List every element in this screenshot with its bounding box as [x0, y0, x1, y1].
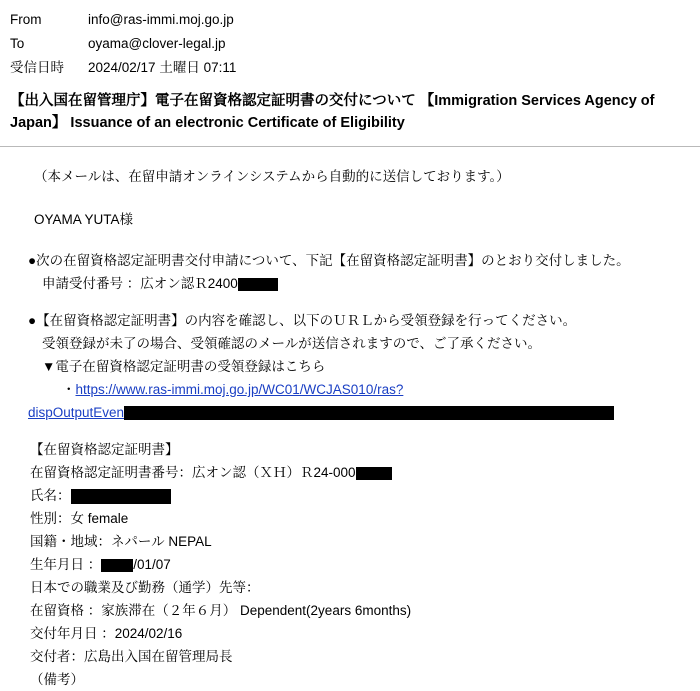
- email-header: [0, 0, 700, 80]
- received-value: 2024/02/17 土曜日 07:11: [88, 60, 237, 75]
- bullet-block-2: [10, 309, 690, 424]
- from-label: From: [10, 12, 42, 27]
- registration-url-line: ・https://www.ras-immi.moj.go.jp/WC01/WCJAS010/ras?: [62, 382, 404, 397]
- email-subject: 【出入国在留管理庁】電子在留資格認定証明書の交付について 【Immigration Services Agency of Japan】 Issuance of an electronic Certificate of Eligibility: [10, 93, 655, 131]
- to-value: oyama@clover-legal.jp: [88, 36, 226, 51]
- header-field-received: [0, 56, 700, 80]
- certificate-birthdate-row: [30, 553, 690, 576]
- bullet-1-text: ●次の在留資格認定証明書交付申請について、下記【在留資格認定証明書】のとおり交付しました。: [28, 253, 630, 268]
- bullet-block-1: [10, 249, 690, 295]
- redaction-birthdate: [101, 559, 133, 572]
- bullet-2-line-2: 受領登録が未了の場合、受領確認のメールが送信されますので、ご了承ください。: [42, 336, 541, 351]
- header-field-to: [0, 32, 700, 56]
- certificate-gender-row: 性別：女 female: [30, 511, 129, 526]
- registration-url-line-2: [28, 401, 690, 424]
- auto-send-note: （本メールは、在留申請オンラインシステムから自動的に送信しております。）: [34, 169, 510, 184]
- certificate-number-label: 在留資格認定証明書番号：広オン認（ＸＨ）Ｒ24-000: [30, 465, 356, 480]
- received-label: 受信日時: [10, 60, 64, 75]
- certificate-number-row: [30, 461, 690, 484]
- bullet-2-text: ●【在留資格認定証明書】の内容を確認し、以下のＵＲＬから受領登録を行ってください。: [28, 313, 577, 328]
- certificate-title: 【在留資格認定証明書】: [30, 442, 179, 457]
- birthdate-label: 生年月日 ：: [30, 557, 102, 572]
- certificate-issuer-row: 交付者：広島出入国在留管理局長: [30, 649, 233, 664]
- certificate-nationality-row: 国籍・地域：ネパール NEPAL: [30, 534, 212, 549]
- recipient-salutation: OYAMA YUTA様: [34, 212, 134, 227]
- header-field-from: [0, 8, 700, 32]
- certificate-issue-date-row: 交付年月日 ：2024/02/16: [30, 626, 183, 641]
- certificate-status-row: 在留資格 ：家族滞在（２年６月） Dependent(2years 6months): [30, 603, 412, 618]
- from-value: info@ras-immi.moj.go.jp: [88, 12, 234, 27]
- redaction-application-number: [238, 278, 278, 291]
- redaction-name: [71, 489, 171, 504]
- bullet-2-line-3: ▼電子在留資格認定証明書の受領登録はこちら: [42, 359, 326, 374]
- birthdate-suffix: /01/07: [133, 557, 171, 572]
- email-body: [0, 147, 700, 691]
- registration-url-link[interactable]: https://www.ras-immi.moj.go.jp/WC01/WCJAS010/ras?: [75, 382, 404, 397]
- certificate-occupation-row: 日本での職業及び勤務（通学）先等：: [30, 580, 260, 595]
- certificate-remarks-row: （備考）: [30, 672, 84, 687]
- to-label: To: [10, 36, 25, 51]
- certificate-block: [10, 438, 690, 691]
- application-number-line: [28, 272, 690, 295]
- certificate-name-row: [30, 484, 690, 507]
- application-number-label: 申請受付番号 ：広オン認Ｒ2400: [42, 276, 238, 291]
- name-label: 氏名：: [30, 488, 71, 503]
- redaction-certificate-number: [356, 467, 392, 480]
- redaction-url-token: [124, 406, 614, 420]
- registration-url-link-continued[interactable]: dispOutputEven: [28, 405, 125, 420]
